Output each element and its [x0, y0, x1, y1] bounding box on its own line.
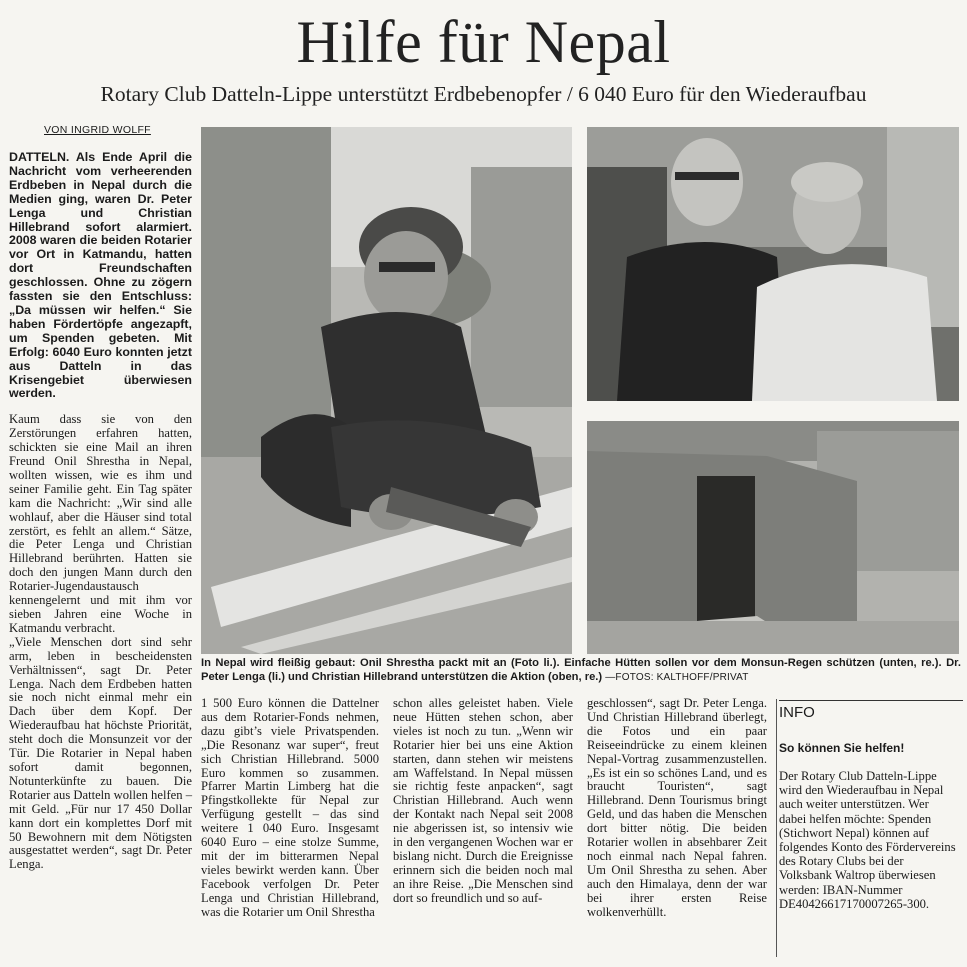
photo-caption [201, 656, 961, 685]
body-paragraph: geschlossen“, sagt Dr. Peter Lenga. Und Christian Hillebrand überlegt, die Fotos und ein paar Reiseeindrücke zu einem kleinen Nepal-Vortrag zusammenzustellen. „Es ist ein so schönes Land, und es braucht Touristen“, sagt Hillebrand. Denn Tourismus bringt Geld, und das haben die Menschen dort bitter nötig. Die beiden Rotarier wollen in absehbarer Zeit noch einmal nach Nepal fahren. Um Onil Shrestha zu sehen. Aber auch den Himalaya, denn der war bei ihrer ersten Reise wolkenverhüllt. [587, 696, 767, 919]
info-title: So können Sie helfen! [779, 741, 905, 755]
photo-hut-image [587, 421, 959, 654]
subheadline: Rotary Club Datteln-Lippe unterstützt Erdbebenopfer / 6 040 Euro für den Wiederaufbau [100, 82, 867, 106]
info-heading: INFO [779, 700, 963, 724]
photo-onil-shrestha-image [201, 127, 572, 654]
column-3 [393, 697, 573, 906]
dateline: DATTELN. [9, 150, 70, 164]
column-4 [587, 697, 767, 920]
photo-hut [587, 421, 959, 654]
body-paragraph: Kaum dass sie von den Zerstörungen erfahren hatten, schickten sie eine Mail an ihren Freund Onil Shrestha in Nepal, wollten wissen, wie es ihm und seiner Familie geht. Ein Tag später kam die Nachricht: „Wir sind alle wohlauf, aber die Häuser sind total zerstört, es fehlt an allem.“ Sätze, die Peter Lenga und Christian Hillebrand berührten. Hatten sie doch den jungen Mann durch den Rotarier-Jugendaustausch kennengelernt und mit ihm vor sieben Jahren eine Woche in Katmandu verbracht. [9, 412, 192, 635]
column-1 [9, 151, 192, 872]
photo-lenga-hillebrand-image [587, 127, 959, 401]
photo-credit: —FOTOS: KALTHOFF/PRIVAT [605, 672, 749, 683]
photo-lenga-hillebrand [587, 127, 959, 401]
lead-paragraph [9, 151, 192, 401]
body-paragraph: 1 500 Euro können die Dattelner aus dem Rotarier-Fonds nehmen, dazu gibt’s viele Privatspenden. „Die Resonanz war super“, freut sich Christian Hillebrand. 5000 Euro kommen so zusammen. Pfarrer Martin Limberg hat die Pfingstkollekte für Nepal zur Verfügung gestellt – das sind weitere 1 040 Euro. Insgesamt 6040 Euro – eine stolze Summe, mit der im bitterarmen Nepal vieles bewirkt werden kann. Über Facebook verfolgen Dr. Peter Lenga und Christian Hillebrand, was die Rotarier um Onil Shrestha [201, 696, 379, 919]
body-paragraph: „Viele Menschen dort sind sehr arm, leben in bescheidensten Verhältnissen“, sagt Dr. Peter Lenga. Nach dem Erdbeben hatten sie noch nicht einmal mehr ein Dach über dem Kopf. Der Wiederaufbau hat höchste Priorität, steht doch die Monsunzeit vor der Tür. Die Rotarier in Nepal haben sofort damit begonnen, Notunterkünfte zu bauen. Die Rotarier aus Datteln wollen helfen – mit Geld. „Für nur 17 450 Dollar kann dort ein komplettes Dorf mit 50 Bewohnern mit dem Nötigsten ausgestattet werden“, sagt Dr. Peter Lenga. [9, 634, 192, 872]
info-divider [776, 699, 777, 957]
lead-text: Als Ende April die Nachricht vom verheerenden Erdbeben in Nepal durch die Medien ging, waren Dr. Peter Lenga und Christian Hillebrand sofort alarmiert. 2008 waren die beiden Rotarier vor Ort in Katmandu, hatten dort Freundschaften geschlossen. Ohne zu zögern fassten sie den Entschluss: „Da müssen wir helfen.“ Sie haben Fördertöpfe angezapft, um Spenden gebeten. Mit Erfolg: 6040 Euro konnten jetzt aus Datteln in das Krisengebiet überwiesen werden. [9, 150, 192, 401]
info-body: Der Rotary Club Datteln-Lippe wird den Wiederaufbau in Nepal auch weiter unterstützen. Wer dabei helfen möchte: Spenden (Stichwort Nepal) können auf folgendes Konto des Fördervereins des Rotary Clubs bei der Volksbank Waltrop überwiesen werden: IBAN-Nummer DE40426617170007265-300. [779, 769, 956, 911]
photo-onil-shrestha-sawing [201, 127, 572, 654]
body-paragraph: schon alles geleistet haben. Viele neue Hütten stehen schon, aber vieles ist noch zu tun. „Wenn wir Rotarier hier bei uns eine Aktion starten, dann stehen wir meistens am Waffelstand. In Nepal müssen sie richtig feste anpacken“, sagt Christian Hillebrand. Auch wenn der Kontakt nach Nepal seit 2008 nie abgerissen ist, so intensiv wie in den vergangenen Wochen war er bislang nicht. Durch die Ereignisse erinnern sich die beiden noch mal an ihre Reise. „Die Menschen sind dort so freundlich und so auf- [393, 696, 573, 905]
byline: VON INGRID WOLFF [44, 124, 151, 136]
headline: Hilfe für Nepal [296, 9, 671, 75]
column-2 [201, 697, 379, 920]
caption-text: In Nepal wird fleißig gebaut: Onil Shrestha packt mit an (Foto li.). Einfache Hütten sollen vor dem Monsun-Regen schützen (unten, re.). Dr. Peter Lenga (li.) und Christian Hillebrand unterstützen die Aktion (oben, re.) [201, 657, 961, 683]
